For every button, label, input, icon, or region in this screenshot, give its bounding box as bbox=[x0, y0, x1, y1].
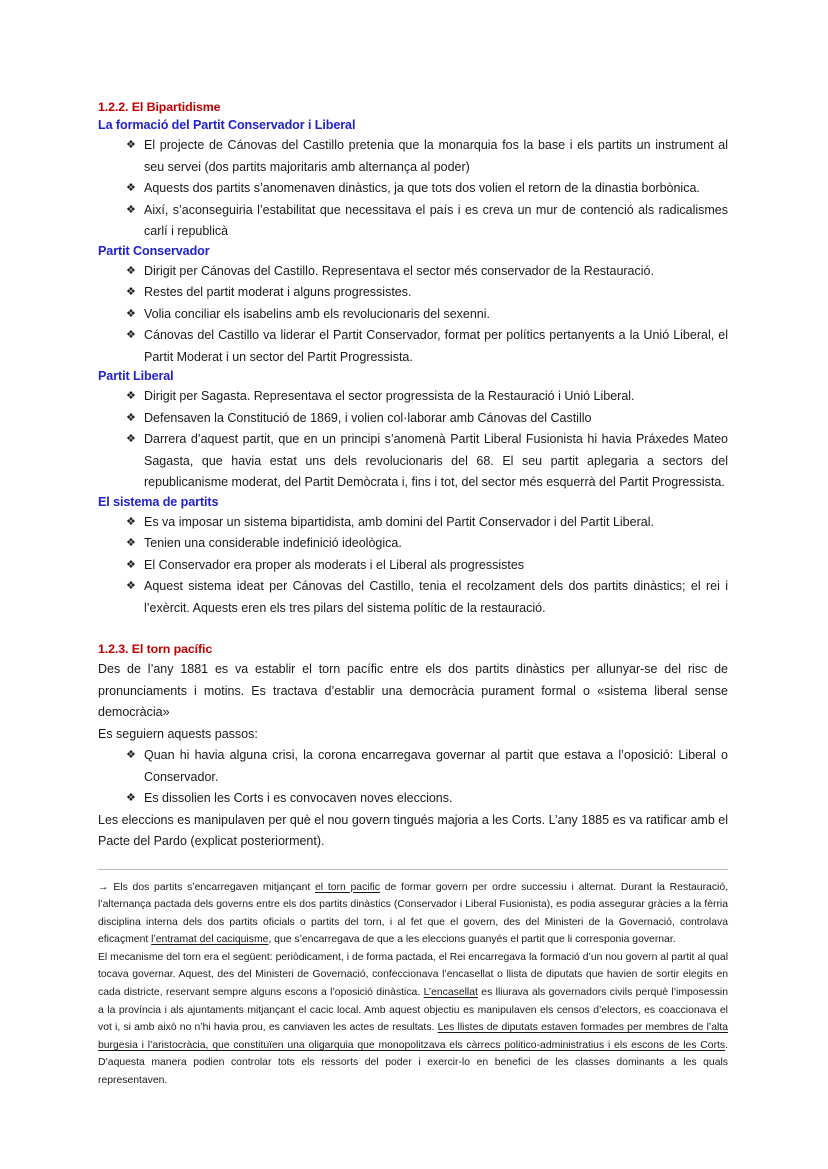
heading-partit-conservador: Partit Conservador bbox=[98, 243, 210, 258]
bullet-icon: ❖ bbox=[126, 307, 136, 320]
list-item-text: Defensaven la Constitució de 1869, i volien col·laborar amb Cánovas del Castillo bbox=[144, 410, 592, 425]
bullet-icon: ❖ bbox=[126, 411, 136, 424]
list-item bbox=[98, 788, 728, 810]
list-item-text: Aquest sistema ideat per Cánovas del Castillo, tenia el recolzament dels dos partits dinàstics; el rei i l’exèrcit. Aquests eren els tres pilars del sistema polític de la restauració. bbox=[144, 579, 728, 615]
footnote-text: El mecanisme del torn era el següent: periòdicament, i de forma pactada, el Rei encarregava la formació d’un nou govern al partit al qual tocava governar. Aquest, des del Ministeri de Governació, confeccionava l’encasellat o llista de diputats que havien de sortir elegits en cada districte, reservant sempre alguns escons a l’oposició dinàstica. bbox=[98, 951, 728, 999]
footnote-underlined-term: Les llistes de diputats estaven formades per membres de l’alta burgesia i l’aristocràcia, que constituïen una oligarquia que monopolitzava els càrrecs politico-administratius i els escons de les Corts bbox=[98, 1022, 728, 1051]
list-item bbox=[98, 745, 728, 788]
bullet-icon: ❖ bbox=[126, 433, 136, 445]
list-item-text: Darrera d’aquest partit, que en un principi s’anomenà Partit Liberal Fusionista hi havia Práxedes Mateo Sagasta, que havia estat uns dels revolucionaris del 68. El seu partit aplegaria a sectors del republicanisme moderat, del Partit Demòcrata i, fins i tot, del sector més esquerrà del Partit Progressista. bbox=[144, 432, 728, 489]
list-item bbox=[98, 304, 728, 326]
list-item bbox=[98, 408, 728, 430]
bullet-list-torn bbox=[98, 745, 728, 810]
list-item-text: Aquests dos partits s’anomenaven dinàstics, ja que tots dos volien el retorn de la dinastia borbònica. bbox=[144, 181, 700, 195]
heading-el-sistema-de-partits: El sistema de partits bbox=[98, 494, 219, 509]
heading-la-formacio: La formació del Partit Conservador i Liberal bbox=[98, 118, 356, 132]
list-item-text: Quan hi havia alguna crisi, la corona encarregava governar al partit que estava a l’oposició: Liberal o Conservador. bbox=[144, 748, 728, 784]
bullet-icon: ❖ bbox=[126, 182, 136, 194]
bullet-icon: ❖ bbox=[126, 749, 136, 761]
footnote-underlined-term: el torn pacific bbox=[315, 881, 380, 893]
footnote-paragraph-2 bbox=[98, 949, 728, 1090]
bullet-icon: ❖ bbox=[126, 558, 136, 571]
list-item bbox=[98, 533, 728, 555]
list-item-text: Així, s’aconseguiria l’estabilitat que necessitava el país i es creva un mur de contenció als radicalismes carlí i republicà bbox=[144, 202, 728, 238]
list-item-text: Es dissolien les Corts i es convocaven noves eleccions. bbox=[144, 791, 453, 805]
list-item-text: Restes del partit moderat i alguns progressistes. bbox=[144, 285, 412, 299]
list-item-text: El Conservador era proper als moderats i el Liberal als progressistes bbox=[144, 557, 525, 572]
list-item-text: Dirigit per Cánovas del Castillo. Representava el sector més conservador de la Restauració. bbox=[144, 263, 654, 278]
heading-1-2-3: 1.2.3. El torn pacífic bbox=[98, 642, 213, 656]
bullet-icon: ❖ bbox=[126, 264, 136, 277]
footnote-text: es lliurava als governadors civils perquè l’imposessin a la província i als ajuntaments mitjançant el cacic local. Amb aquest objectiu es manipulaven els censos d’electors, es coaccionava el vot i, si amb això no n’hi havia prou, es canviaven les actes de resultats. bbox=[98, 987, 728, 1034]
footnote-spacer bbox=[98, 853, 728, 869]
footnote-separator bbox=[98, 869, 728, 870]
list-item-text: Dirigit per Sagasta. Representava el sector progressista de la Restauració i Unió Liberal. bbox=[144, 389, 635, 403]
list-item bbox=[98, 576, 728, 619]
bullet-icon: ❖ bbox=[126, 203, 136, 216]
bullet-icon: ❖ bbox=[126, 329, 136, 341]
list-item bbox=[98, 261, 728, 283]
list-item bbox=[98, 555, 728, 577]
bullet-icon: ❖ bbox=[126, 286, 136, 298]
footnote-text: , que s’encarregava de que a les eleccions guanyés el partit que li corresponia governar. bbox=[268, 934, 676, 946]
bullet-icon: ❖ bbox=[126, 515, 136, 528]
list-item-text: Es va imposar un sistema bipartidista, amb domini del Partit Conservador i del Partit Liberal. bbox=[144, 514, 654, 529]
footnote-underlined-term: l’entramat del caciquisme bbox=[151, 934, 269, 946]
list-item-text: Volia conciliar els isabelins amb els revolucionaris del sexenni. bbox=[144, 306, 491, 321]
heading-1-2-2: 1.2.2. El Bipartidisme bbox=[98, 100, 221, 114]
bullet-list-liberal bbox=[98, 386, 728, 494]
bullet-list-conservador bbox=[98, 261, 728, 369]
paragraph-torn-closing: Les eleccions es manipulaven per què el nou govern tingués majoria a les Corts. L’any 1885 es va ratificar amb el Pacte del Pardo (explicat posteriorment). bbox=[98, 812, 728, 848]
list-item bbox=[98, 282, 728, 304]
list-item bbox=[98, 512, 728, 534]
list-item-text: Cánovas del Castillo va liderar el Partit Conservador, format per polítics pertanyents a la Unió Liberal, el Partit Moderat i un sector del Partit Progressista. bbox=[144, 328, 728, 364]
list-item bbox=[98, 386, 728, 408]
bullet-icon: ❖ bbox=[126, 139, 136, 151]
bullet-icon: ❖ bbox=[126, 537, 136, 549]
section-spacer bbox=[98, 619, 728, 641]
footnote-text: . D’aquesta manera podien controlar tots els ressorts del poder i exercir-lo en benefici de les classes dominants a les quals representaven. bbox=[98, 1039, 728, 1087]
footnote-text: Els dos partits s’encarregaven mitjançant bbox=[108, 881, 316, 893]
heading-partit-liberal: Partit Liberal bbox=[98, 369, 174, 383]
paragraph-torn-lead-in: Es seguiern aquests passos: bbox=[98, 726, 258, 741]
bullet-list-sistema bbox=[98, 512, 728, 620]
list-item-text: Tenien una considerable indefinició ideològica. bbox=[144, 536, 402, 550]
footnote-text: de formar govern per ordre successiu i alternat. Durant la Restauració, l’alternança pactada dels governs entre els dos partits dinàstics (Conservador i Liberal Fusionista), es podia assegurar gràcies a la fèrria disciplina interna dels dos partits oficials o partits del torn, i al fet que el govern, des del Ministeri de la Governació, controlava eficaçment bbox=[98, 881, 728, 946]
list-item bbox=[98, 178, 728, 200]
list-item bbox=[98, 135, 728, 178]
arrow-icon: → bbox=[98, 881, 109, 893]
bullet-icon: ❖ bbox=[126, 580, 136, 592]
list-item bbox=[98, 200, 728, 243]
bullet-icon: ❖ bbox=[126, 390, 136, 402]
bullet-list-formacio bbox=[98, 135, 728, 243]
paragraph-torn-intro: Des de l’any 1881 es va establir el torn pacífic entre els dos partits dinàstics per allunyar-se del risc de pronunciaments i motins. Es tractava d’establir una democràcia purament formal o «sistema liberal sense democràcia» bbox=[98, 662, 728, 719]
list-item bbox=[98, 325, 728, 368]
list-item bbox=[98, 429, 728, 494]
document-content bbox=[98, 99, 728, 1090]
list-item-text: El projecte de Cánovas del Castillo pretenia que la monarquia fos la base i els partits un instrument al seu servei (dos partits majoritaris amb alternança al poder) bbox=[144, 138, 728, 174]
footnote-paragraph-1 bbox=[98, 879, 728, 949]
footnote-underlined-term: L’encasellat bbox=[423, 987, 478, 999]
bullet-icon: ❖ bbox=[126, 792, 136, 804]
